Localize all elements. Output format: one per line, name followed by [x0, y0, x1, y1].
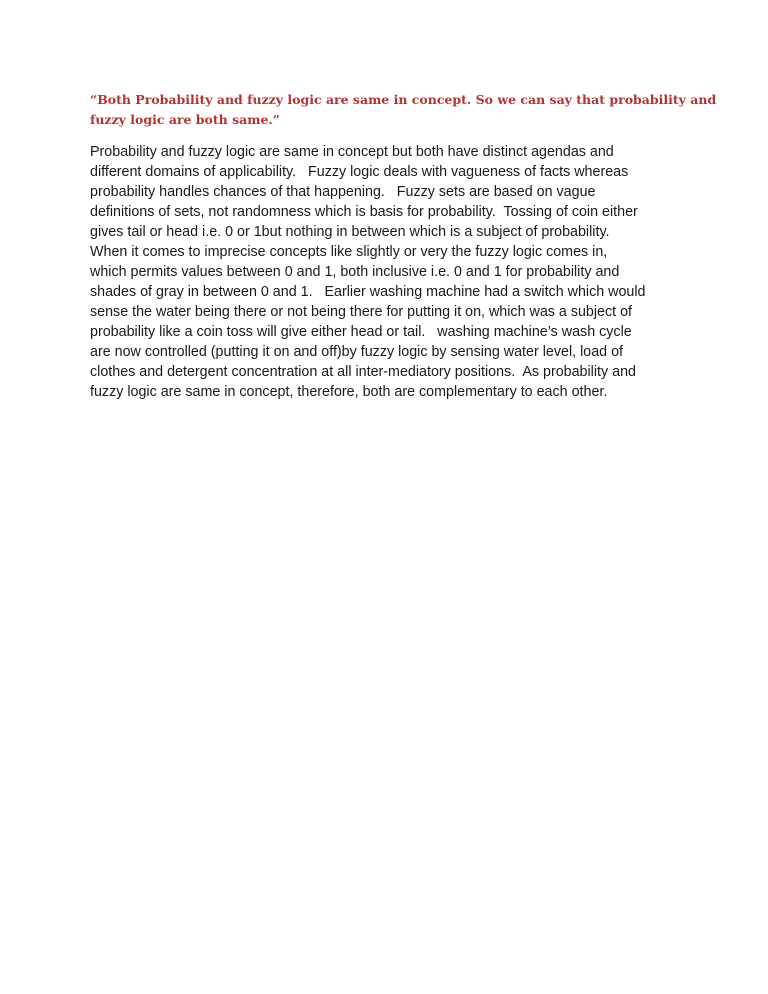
paragraph-line: When it comes to imprecise concepts like slightly or very the fuzzy logic comes in, [90, 244, 608, 260]
paragraph-line: sense the water being there or not being there for putting it on, which was a subject of [90, 304, 633, 320]
question-heading [90, 90, 717, 130]
paragraph-line: shades of gray in between 0 and 1. Earlier washing machine had a switch which would [90, 284, 646, 300]
paragraph-line: fuzzy logic are same in concept, therefore, both are complementary to each other. [90, 384, 608, 400]
paragraph-line: clothes and detergent concentration at all inter-mediatory positions. As probability and [90, 364, 636, 380]
paragraph-line: gives tail or head i.e. 0 or 1but nothing in between which is a subject of probability. [90, 224, 610, 240]
paragraph-line: definitions of sets, not randomness which is basis for probability. Tossing of coin either [90, 204, 638, 220]
paragraph-line: probability handles chances of that happening. Fuzzy sets are based on vague [90, 184, 596, 200]
paragraph-line: different domains of applicability. Fuzzy logic deals with vagueness of facts whereas [90, 164, 629, 180]
heading-line: fuzzy logic are both same.” [90, 112, 280, 127]
answer-paragraph [90, 142, 690, 402]
paragraph-line: Probability and fuzzy logic are same in concept but both have distinct agendas and [90, 144, 614, 160]
paragraph-line: which permits values between 0 and 1, both inclusive i.e. 0 and 1 for probability and [90, 264, 620, 280]
paragraph-line: are now controlled (putting it on and off)by fuzzy logic by sensing water level, load of [90, 344, 623, 360]
heading-line: “Both Probability and fuzzy logic are same in concept. So we can say that probability and [90, 92, 717, 107]
paragraph-line: probability like a coin toss will give either head or tail. washing machine’s wash cycle [90, 324, 632, 340]
